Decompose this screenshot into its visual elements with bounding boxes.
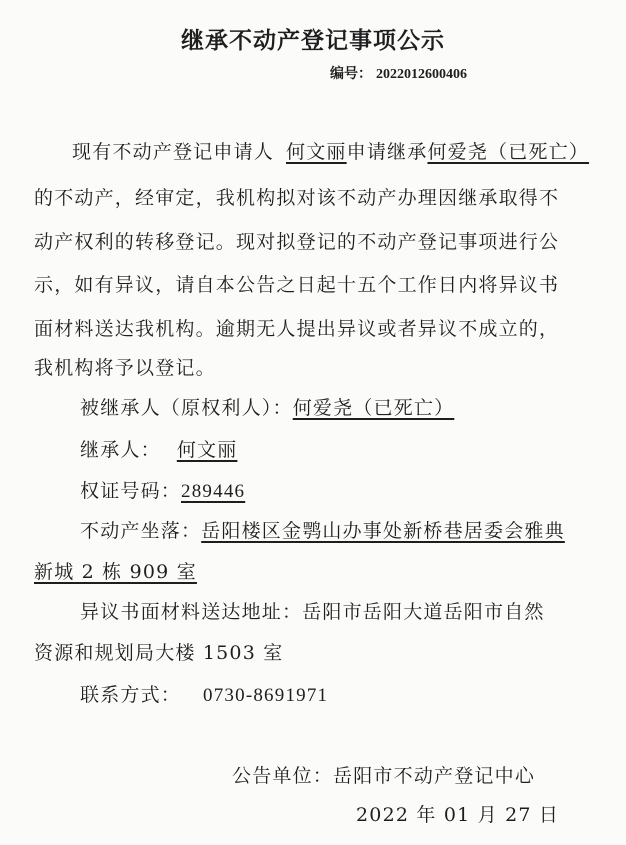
objection-label: 异议书面材料送达地址： (80, 601, 303, 623)
body-line-5: 面材料送达我机构。逾期无人提出异议或者异议不成立的， (34, 318, 560, 340)
location-value-line-2: 新城 2 栋 909 室 (34, 561, 197, 583)
document-number (330, 63, 467, 83)
heir-value: 何文丽 (176, 439, 238, 461)
location-label: 不动产坐落： (80, 520, 202, 542)
body-line-3: 动产权利的转移登记。现对拟登记的不动产登记事项进行公 (34, 231, 560, 253)
objection-value-line-1: 岳阳市岳阳大道岳阳市自然 (302, 601, 545, 623)
applicant-name: 何文丽 (286, 141, 347, 163)
field-location (80, 516, 565, 543)
inheritee-value: 何爱尧（已死亡） (292, 397, 455, 419)
field-inheritee (80, 393, 454, 420)
field-contact (80, 680, 328, 707)
heir-label: 继承人： (80, 439, 161, 461)
field-objection-address-cont: 资源和规划局大楼 1503 室 (34, 642, 284, 664)
issue-date: 2022 年 01 月 27 日 (356, 804, 560, 826)
document-number-label: 编号： (330, 66, 372, 82)
issuer-value: 岳阳市不动产登记中心 (333, 765, 536, 787)
body-line-2: 的不动产，经审定，我机构拟对该不动产办理因继承取得不 (34, 187, 560, 209)
field-location-cont (34, 557, 197, 584)
body-line-6: 我机构将予以登记。 (34, 357, 216, 379)
document-title: 继承不动产登记事项公示 (181, 28, 445, 54)
body-line-4: 示，如有异议，请自本公告之日起十五个工作日内将异议书 (34, 274, 560, 296)
field-heir (80, 435, 237, 462)
field-objection-address (80, 597, 545, 624)
contact-value: 0730-8691971 (203, 685, 329, 706)
contact-label: 联系方式： (80, 684, 182, 706)
cert-label: 权证号码： (80, 480, 182, 502)
deceased-name: 何爱尧（已死亡） (427, 141, 590, 163)
body-line-1-prefix: 现有不动产登记申请人 (72, 141, 275, 163)
location-value-line-1: 岳阳楼区金鹗山办事处新桥巷居委会雅典 (201, 520, 565, 542)
field-cert-number (80, 476, 245, 503)
document-number-value: 2022012600406 (376, 67, 467, 82)
body-line-1-mid: 申请继承 (346, 141, 428, 163)
cert-value: 289446 (181, 481, 246, 502)
issuer-label: 公告单位： (232, 765, 334, 787)
body-line-1 (72, 137, 589, 164)
inheritee-label: 被继承人（原权利人）： (80, 397, 293, 419)
issuer (232, 761, 535, 788)
